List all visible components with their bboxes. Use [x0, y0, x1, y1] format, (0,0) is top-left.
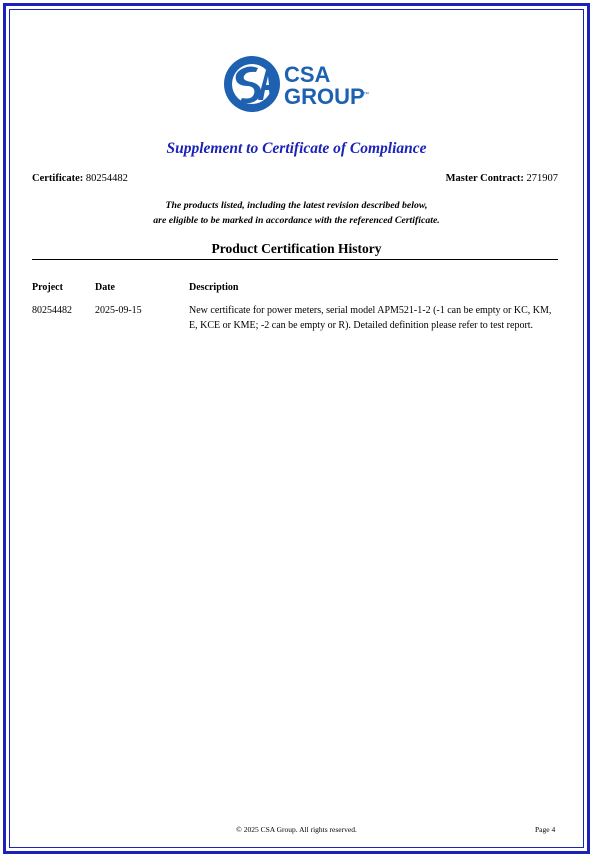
csa-logo-icon: [222, 52, 372, 116]
row-project: 80254482: [32, 305, 72, 316]
section-divider: [32, 259, 558, 260]
intro-statement: [0, 198, 593, 228]
master-contract-value: 271907: [526, 173, 558, 184]
logo-text-group: GROUP: [284, 84, 365, 109]
footer-page-number: Page 4: [535, 825, 556, 834]
master-contract-label: Master Contract:: [445, 173, 524, 184]
certificate-label: Certificate:: [32, 173, 84, 184]
logo-text-csa: CSA: [284, 62, 331, 87]
logo-trademark: ™: [363, 92, 369, 98]
row-description-line-1: New certificate for power meters, serial model APM521-1-2 (-1 can be empty or KC, KM,: [189, 305, 552, 316]
header-description: Description: [189, 282, 239, 293]
row-description-line-2: E, KCE or KME; -2 can be empty or R). Detailed definition please refer to test report.: [189, 320, 534, 331]
footer-copyright: © 2025 CSA Group. All rights reserved.: [236, 825, 357, 834]
row-description: [189, 303, 561, 333]
section-title: Product Certification History: [211, 241, 382, 256]
csa-group-logo: [222, 52, 372, 116]
header-project: Project: [32, 282, 63, 293]
document-title: Supplement to Certificate of Compliance: [166, 140, 427, 157]
row-date: 2025-09-15: [95, 305, 142, 316]
header-date: Date: [95, 282, 115, 293]
master-contract: [446, 173, 558, 184]
certificate-number: [32, 173, 128, 184]
page-border-inner: [9, 9, 584, 848]
intro-line-2: are eligible to be marked in accordance with the referenced Certificate.: [153, 215, 440, 226]
intro-line-1: The products listed, including the latest revision described below,: [165, 200, 428, 211]
certificate-value: 80254482: [85, 173, 128, 184]
